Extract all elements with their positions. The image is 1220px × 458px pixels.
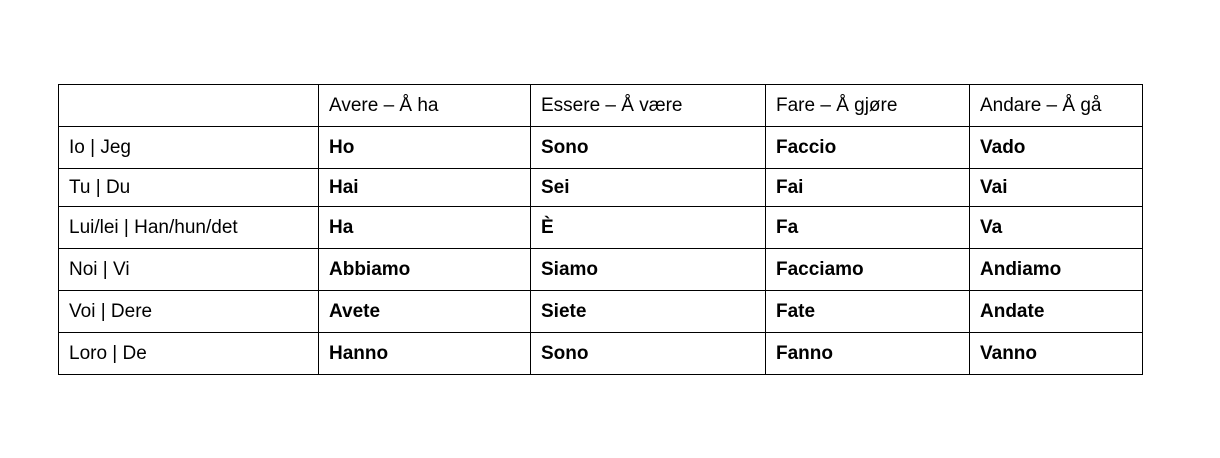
form-cell: Vado [970,127,1143,169]
form-cell: Siamo [531,249,766,291]
form-cell: Sei [531,169,766,207]
form-cell: Fa [766,207,970,249]
table-row [59,249,1143,291]
form-cell: Va [970,207,1143,249]
form-cell: Andiamo [970,249,1143,291]
form-cell: Vanno [970,333,1143,375]
table-row [59,291,1143,333]
form-cell: Hanno [319,333,531,375]
header-cell-fare: Fare – Å gjøre [766,85,970,127]
form-cell: Hai [319,169,531,207]
form-cell: Avete [319,291,531,333]
header-cell-avere: Avere – Å ha [319,85,531,127]
form-cell: Facciamo [766,249,970,291]
header-cell-andare: Andare – Å gå [970,85,1143,127]
pronoun-cell: Loro | De [59,333,319,375]
table-row [59,169,1143,207]
header-cell-essere: Essere – Å være [531,85,766,127]
pronoun-cell: Lui/lei | Han/hun/det [59,207,319,249]
form-cell: È [531,207,766,249]
form-cell: Abbiamo [319,249,531,291]
form-cell: Siete [531,291,766,333]
form-cell: Fate [766,291,970,333]
pronoun-cell: Noi | Vi [59,249,319,291]
form-cell: Sono [531,127,766,169]
pronoun-cell: Io | Jeg [59,127,319,169]
conjugation-table [58,84,1143,375]
table-row [59,207,1143,249]
form-cell: Andate [970,291,1143,333]
form-cell: Fai [766,169,970,207]
form-cell: Vai [970,169,1143,207]
form-cell: Faccio [766,127,970,169]
form-cell: Ho [319,127,531,169]
form-cell: Fanno [766,333,970,375]
form-cell: Sono [531,333,766,375]
pronoun-cell: Voi | Dere [59,291,319,333]
corner-cell [59,85,319,127]
table-row [59,127,1143,169]
table-row [59,333,1143,375]
pronoun-cell: Tu | Du [59,169,319,207]
form-cell: Ha [319,207,531,249]
header-row [59,85,1143,127]
